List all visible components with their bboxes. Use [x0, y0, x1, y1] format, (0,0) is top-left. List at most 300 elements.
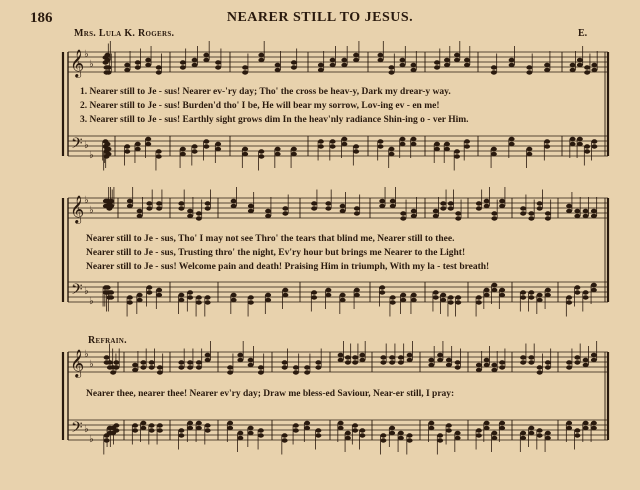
- system-2-treble-note: [137, 209, 143, 213]
- system-2-bass-note: [282, 288, 288, 292]
- system-1-treble-note: [291, 60, 297, 64]
- system-2-bass-note: [455, 300, 461, 304]
- system-1-treble-note: [242, 65, 248, 69]
- system-2-bass-note: [196, 300, 202, 304]
- system-2-treble-note: [566, 209, 572, 213]
- system-2-treble-note: [545, 211, 551, 215]
- system-2-treble-note: [499, 199, 505, 203]
- system-2-treble-note: [455, 211, 461, 215]
- system-2-bass-note: [499, 288, 505, 292]
- system-1-treble-note: [584, 70, 590, 74]
- system-3-treble-note: [499, 360, 505, 364]
- system-3-bass-note: [455, 431, 461, 435]
- system-3-bass-note: [178, 428, 184, 432]
- system-1-bass-note: [258, 149, 264, 153]
- system-2-bass-note: [311, 290, 317, 294]
- system-1-treble-note: [526, 70, 532, 74]
- system-1-treble-note: [526, 65, 532, 69]
- system-1-bass-note: [411, 137, 417, 141]
- system-3-bass-note: [113, 428, 119, 432]
- system-1-treble-note: [411, 63, 417, 67]
- system-3-bass-note: [132, 423, 138, 427]
- system-3-treble-note: [157, 370, 163, 374]
- system-2-treble-note: [574, 214, 580, 218]
- system-1-bass-note: [389, 147, 395, 151]
- system-1-treble-note: [591, 68, 597, 72]
- system-1-bass-note: [215, 142, 221, 146]
- system-2-bass-note: [411, 293, 417, 297]
- system-2-bass-note: [411, 298, 417, 302]
- system-1-treble-note: [491, 65, 497, 69]
- system-3-treble-note: [407, 353, 413, 357]
- system-1-bass-note: [215, 147, 221, 151]
- system-1-treble-note: [318, 63, 324, 67]
- system-3-treble-note: [258, 370, 264, 374]
- system-3-treble-note: [132, 363, 138, 367]
- system-3-bass-note: [304, 421, 310, 425]
- system-2-bass-note: [156, 288, 162, 292]
- system-1-bass-note: [318, 144, 324, 148]
- system-2-treble-note: [566, 204, 572, 208]
- system-2-bass-note: [537, 293, 543, 297]
- system-1-bass-note: [330, 139, 336, 143]
- system-2-bass-note: [545, 288, 551, 292]
- system-3-bass-note: [304, 426, 310, 430]
- system-3-treble-note: [140, 360, 146, 364]
- system-2-bass-note: [205, 295, 211, 299]
- system-3-bass-note: [446, 423, 452, 427]
- system-2-bass-note: [325, 288, 331, 292]
- system-2-treble-note: [311, 206, 317, 210]
- system-1-bass-note: [411, 142, 417, 146]
- system-1-bass-note: [106, 147, 112, 151]
- system-3-treble-note: [407, 358, 413, 362]
- page-number: 186: [30, 10, 53, 26]
- system-2-treble-note: [127, 204, 133, 208]
- composer-credit: Mrs. Lula K. Rogers.: [74, 28, 175, 39]
- system-1-treble-note: [156, 70, 162, 74]
- system-3-treble-note: [499, 365, 505, 369]
- system-1-treble-note: [434, 65, 440, 69]
- system-2-bass-note: [400, 293, 406, 297]
- system-3-treble-note: [315, 365, 321, 369]
- system-2-bass-note: [127, 295, 133, 299]
- system-3-treble-note: [237, 358, 243, 362]
- system-2-bass-note: [137, 298, 143, 302]
- system-1-bass-note: [434, 142, 440, 146]
- system-3-flat-icon: ♭: [84, 424, 89, 435]
- system-1-treble-note: [106, 65, 112, 69]
- system-2-bass-note: [433, 295, 439, 299]
- hymn-title: NEARER STILL TO JESUS.: [226, 10, 414, 25]
- system-2-bass-note: [566, 300, 572, 304]
- system-2-bass-note: [265, 293, 271, 297]
- system-3-treble-note: [178, 365, 184, 369]
- system-2-bass-note: [156, 293, 162, 297]
- system-1-flat-icon: ♭: [89, 59, 94, 70]
- system-1-bass-note: [180, 147, 186, 151]
- system-3-bass-note: [476, 428, 482, 432]
- system-2-bass-note: [379, 290, 385, 294]
- system-2-treble-note: [520, 206, 526, 210]
- system-1-treble-note: [275, 63, 281, 67]
- lyric-line-1-verse-1: 1. Nearer still to Je - sus! Nearer ev-'ry day; Tho' the cross be heav-y, Dark my drear-y way.: [80, 87, 451, 97]
- system-3-bass-note: [157, 428, 163, 432]
- system-3-bass-note: [437, 438, 443, 442]
- system-2-treble-note: [499, 204, 505, 208]
- system-3-flat-icon: ♭: [89, 359, 94, 370]
- system-3-treble-note: [132, 368, 138, 372]
- system-2-bass-note: [528, 290, 534, 294]
- system-2-bass-note: [108, 290, 114, 294]
- system-3-treble-note: [113, 360, 119, 364]
- system-3-bass-note: [428, 426, 434, 430]
- system-2-bass-note: [187, 295, 193, 299]
- system-2-bass-note: [520, 290, 526, 294]
- system-2-treble-note: [108, 199, 114, 203]
- system-3-bass-note: [359, 428, 365, 432]
- system-3-treble-note: [149, 360, 155, 364]
- system-1-treble-note: [544, 68, 550, 72]
- system-2-bass-note: [491, 283, 497, 287]
- system-1-treble-note: [203, 58, 209, 62]
- system-1-treble-note: [341, 63, 347, 67]
- system-3-bass-note: [545, 431, 551, 435]
- system-2-treble-note: [196, 211, 202, 215]
- system-3-bass-note: [258, 428, 264, 432]
- system-1-bass-note: [378, 139, 384, 143]
- system-1-bass-note: [570, 142, 576, 146]
- system-3-bass-note: [149, 423, 155, 427]
- system-2-bass-note: [484, 288, 490, 292]
- system-3-treble-note: [455, 365, 461, 369]
- system-1-bass-note: [156, 154, 162, 158]
- system-3-bass-note: [484, 426, 490, 430]
- system-1-bass-note: [464, 144, 470, 148]
- system-3-bass-note: [345, 431, 351, 435]
- system-1-flat-icon: ♭: [89, 150, 94, 161]
- system-2-treble-note: [354, 211, 360, 215]
- system-3-treble-note: [476, 363, 482, 367]
- system-3-bass-note: [389, 431, 395, 435]
- system-2-treble-note: [205, 206, 211, 210]
- system-3-bass-note: [520, 431, 526, 435]
- system-2-bass-note: [127, 300, 133, 304]
- system-2-treble-note: [187, 214, 193, 218]
- system-3-bass-note: [132, 428, 138, 432]
- tune-marker: E.: [578, 28, 588, 39]
- system-3-bass-note: [566, 426, 572, 430]
- system-2-treble-note: [127, 199, 133, 203]
- system-1-treble-note: [258, 58, 264, 62]
- system-1-bass-note: [544, 139, 550, 143]
- system-3-treble-note: [437, 358, 443, 362]
- system-3-bass-note: [187, 426, 193, 430]
- lyric-line-2-verse-1: Nearer still to Je - sus, Tho' I may not see Thro' the tears that blind me, Nearer still to thee.: [86, 234, 455, 244]
- system-3-bass-note: [537, 433, 543, 437]
- system-3-treble-note: [446, 363, 452, 367]
- system-3-bass-note: [227, 421, 233, 425]
- system-3-treble-note: [389, 355, 395, 359]
- system-1-bass-note: [584, 149, 590, 153]
- system-3-treble-note: [293, 370, 299, 374]
- system-1-treble-note: [491, 70, 497, 74]
- system-3-bass-note: [566, 421, 572, 425]
- system-1-treble-note: [145, 63, 151, 67]
- system-1-treble-note: [464, 58, 470, 62]
- system-2-bass-note: [105, 285, 111, 289]
- system-2-treble-note: [583, 214, 589, 218]
- system-3-treble-note: [520, 360, 526, 364]
- system-3-bass-note: [407, 433, 413, 437]
- system-3-treble-note: [196, 360, 202, 364]
- system-1-bass-note: [570, 137, 576, 141]
- system-1-treble-note: [400, 63, 406, 67]
- system-3-flat-icon: ♭: [89, 434, 94, 445]
- system-2-treble-note: [528, 216, 534, 220]
- system-3-bass-note: [491, 431, 497, 435]
- system-1-treble-note: [156, 65, 162, 69]
- system-2-bass-note: [390, 300, 396, 304]
- system-1-bass-note: [105, 142, 111, 146]
- system-3-treble-note: [140, 365, 146, 369]
- system-2-treble-note: [231, 204, 237, 208]
- system-2-flat-icon: ♭: [89, 296, 94, 307]
- system-3-treble-note: [205, 358, 211, 362]
- system-1-bass-note: [584, 144, 590, 148]
- system-2-bass-note: [146, 290, 152, 294]
- system-1-treble-note: [570, 68, 576, 72]
- system-3-bass-note: [196, 421, 202, 425]
- system-2-bass-note: [379, 285, 385, 289]
- system-1-bass-note: [444, 147, 450, 151]
- system-1-treble-note: [330, 63, 336, 67]
- system-2-treble-note: [156, 201, 162, 205]
- system-3-treble-note: [428, 363, 434, 367]
- system-2-bass-note: [591, 288, 597, 292]
- system-3-bass-note: [315, 433, 321, 437]
- lyric-line-1-verse-3: 3. Nearer still to Je - sus! Earthly sight grows dim In the heav'nly radiance Shin-ing o - ver Him.: [80, 115, 469, 125]
- system-3-bass-note: [293, 423, 299, 427]
- system-3-treble-note: [398, 355, 404, 359]
- system-3-bass-note: [149, 428, 155, 432]
- system-2-treble-note: [390, 204, 396, 208]
- system-1-treble-note: [577, 63, 583, 67]
- system-2-bass-note: [108, 295, 114, 299]
- system-3-treble-note: [528, 360, 534, 364]
- system-3-treble-note: [338, 358, 344, 362]
- system-1-bass-note: [318, 139, 324, 143]
- system-2-bass-note: [574, 290, 580, 294]
- system-2-treble-note: [440, 206, 446, 210]
- system-3-treble-note: [484, 358, 490, 362]
- system-3-treble-note: [107, 360, 113, 364]
- system-2-treble-note: [340, 204, 346, 208]
- system-1-bass-note: [544, 144, 550, 148]
- system-2-treble-note: [311, 201, 317, 205]
- system-3-treble-note: [380, 360, 386, 364]
- system-1-bass-note: [145, 137, 151, 141]
- system-1-bass-note: [353, 149, 359, 153]
- system-1-bass-note: [242, 147, 248, 151]
- system-3-treble-note: [258, 365, 264, 369]
- system-3-bass-note: [205, 423, 211, 427]
- system-1-treble-note: [444, 63, 450, 67]
- system-2-bass-note: [178, 293, 184, 297]
- system-1-treble-note: [145, 58, 151, 62]
- system-2-treble-note: [591, 214, 597, 218]
- system-3-bass-note: [196, 426, 202, 430]
- system-2-bass-note: [146, 285, 152, 289]
- system-3-treble-note: [583, 358, 589, 362]
- system-3-bass-note: [282, 433, 288, 437]
- system-1-bass-note: [258, 154, 264, 158]
- system-2-bass-note: [528, 295, 534, 299]
- system-2-bass-note: [340, 298, 346, 302]
- system-3-treble-note: [491, 363, 497, 367]
- system-2-bass-note: [196, 295, 202, 299]
- lyric-line-2-verse-2: Nearer still to Je - sus, Trusting thro' the night, Ev'ry hour but brings me Nearer to the Light!: [86, 248, 466, 258]
- system-1-treble-note: [203, 53, 209, 57]
- system-3-bass-note: [476, 433, 482, 437]
- lyric-line-2-verse-3: Nearer still to Je - sus! Welcome pain and death! Praising Him in triumph, With my la - test breath!: [86, 262, 490, 272]
- system-3-bass-note: [380, 433, 386, 437]
- system-3-treble-note: [446, 358, 452, 362]
- system-2-bass-note: [340, 293, 346, 297]
- system-3-treble-clef-icon: 𝄞: [70, 351, 85, 377]
- system-3-treble-note: [380, 355, 386, 359]
- system-1-treble-note: [215, 65, 221, 69]
- system-3-treble-note: [491, 368, 497, 372]
- system-1-treble-note: [105, 53, 111, 57]
- system-1-treble-note: [242, 70, 248, 74]
- system-3-treble-note: [104, 355, 110, 359]
- system-1-bass-note: [491, 152, 497, 156]
- system-2-bass-note: [311, 295, 317, 299]
- system-2-bass-note: [248, 300, 254, 304]
- system-3-treble-note: [520, 355, 526, 359]
- system-1-treble-note: [509, 63, 515, 67]
- system-3-bass-note: [407, 438, 413, 442]
- system-2-bass-note: [484, 293, 490, 297]
- system-1-treble-note: [353, 53, 359, 57]
- system-1-bass-note: [400, 142, 406, 146]
- lyric-refrain: Nearer thee, nearer thee! Nearer ev'ry day; Draw me bless-ed Saviour, Near-er still, I pray:: [86, 389, 455, 399]
- system-3-bass-note: [455, 436, 461, 440]
- system-2-treble-note: [231, 199, 237, 203]
- system-3-treble-note: [187, 360, 193, 364]
- system-3-treble-note: [248, 358, 254, 362]
- system-1-treble-note: [378, 58, 384, 62]
- system-2-treble-note: [108, 204, 114, 208]
- system-1-treble-note: [389, 65, 395, 69]
- system-2-treble-note: [591, 209, 597, 213]
- system-3-treble-note: [545, 365, 551, 369]
- system-3-bass-note: [237, 431, 243, 435]
- system-1-treble-note: [454, 58, 460, 62]
- system-1-bass-note: [526, 152, 532, 156]
- system-2-bass-note: [583, 295, 589, 299]
- system-2-bass-note: [178, 298, 184, 302]
- system-3-treble-note: [282, 365, 288, 369]
- system-2-treble-note: [265, 214, 271, 218]
- system-3-bass-note: [491, 436, 497, 440]
- system-2-treble-note: [433, 214, 439, 218]
- system-3-treble-note: [566, 360, 572, 364]
- system-2-bass-note: [491, 288, 497, 292]
- system-3-treble-note: [455, 360, 461, 364]
- system-2-bass-note: [440, 293, 446, 297]
- system-1-treble-note: [135, 65, 141, 69]
- system-2-bass-note: [265, 298, 271, 302]
- system-2-treble-note: [476, 206, 482, 210]
- system-2-bass-note: [400, 298, 406, 302]
- system-3-bass-note: [315, 428, 321, 432]
- system-3-bass-note: [338, 426, 344, 430]
- system-3-treble-note: [428, 358, 434, 362]
- system-1-flat-icon: ♭: [84, 140, 89, 151]
- system-3-bass-note: [499, 426, 505, 430]
- system-3-treble-note: [528, 355, 534, 359]
- system-3-treble-note: [476, 368, 482, 372]
- system-3-bass-note: [520, 436, 526, 440]
- system-1-bass-note: [192, 144, 198, 148]
- system-1-bass-note: [491, 147, 497, 151]
- system-1-bass-note: [341, 137, 347, 141]
- system-3-treble-note: [574, 355, 580, 359]
- system-1-bass-note: [526, 147, 532, 151]
- system-3-treble-note: [304, 365, 310, 369]
- system-2-treble-note: [178, 206, 184, 210]
- system-3-treble-note: [338, 353, 344, 357]
- system-3-bass-note: [352, 428, 358, 432]
- system-3-bass-note: [282, 438, 288, 442]
- system-2-bass-note: [433, 290, 439, 294]
- system-1-treble-note: [291, 65, 297, 69]
- system-3-treble-note: [359, 353, 365, 357]
- system-3-treble-note: [113, 365, 119, 369]
- system-3-treble-note: [583, 363, 589, 367]
- system-3-bass-note: [499, 421, 505, 425]
- system-3-treble-note: [574, 360, 580, 364]
- system-1-bass-note: [291, 152, 297, 156]
- system-3-treble-note: [196, 365, 202, 369]
- system-1-bass-note: [434, 147, 440, 151]
- system-2-bass-note: [448, 295, 454, 299]
- system-2-bass-note: [455, 295, 461, 299]
- system-1-treble-note: [106, 70, 112, 74]
- system-1-bass-note: [509, 137, 515, 141]
- system-2-bass-note: [583, 290, 589, 294]
- system-3-treble-note: [389, 360, 395, 364]
- system-1-treble-note: [353, 58, 359, 62]
- system-2-treble-note: [537, 206, 543, 210]
- system-1-bass-note: [124, 149, 130, 153]
- system-2-treble-note: [411, 214, 417, 218]
- system-2-bass-note: [440, 298, 446, 302]
- system-2-treble-note: [354, 206, 360, 210]
- system-1-bass-note: [464, 139, 470, 143]
- system-2-bass-clef-icon: 𝄢: [71, 281, 83, 301]
- system-1-bass-note: [591, 144, 597, 148]
- system-3-bass-note: [157, 423, 163, 427]
- system-2-bass-note: [325, 293, 331, 297]
- system-1-treble-note: [330, 58, 336, 62]
- system-2-bass-note: [205, 300, 211, 304]
- system-2-treble-note: [205, 201, 211, 205]
- system-2-treble-note: [248, 204, 254, 208]
- system-1-treble-note: [544, 63, 550, 67]
